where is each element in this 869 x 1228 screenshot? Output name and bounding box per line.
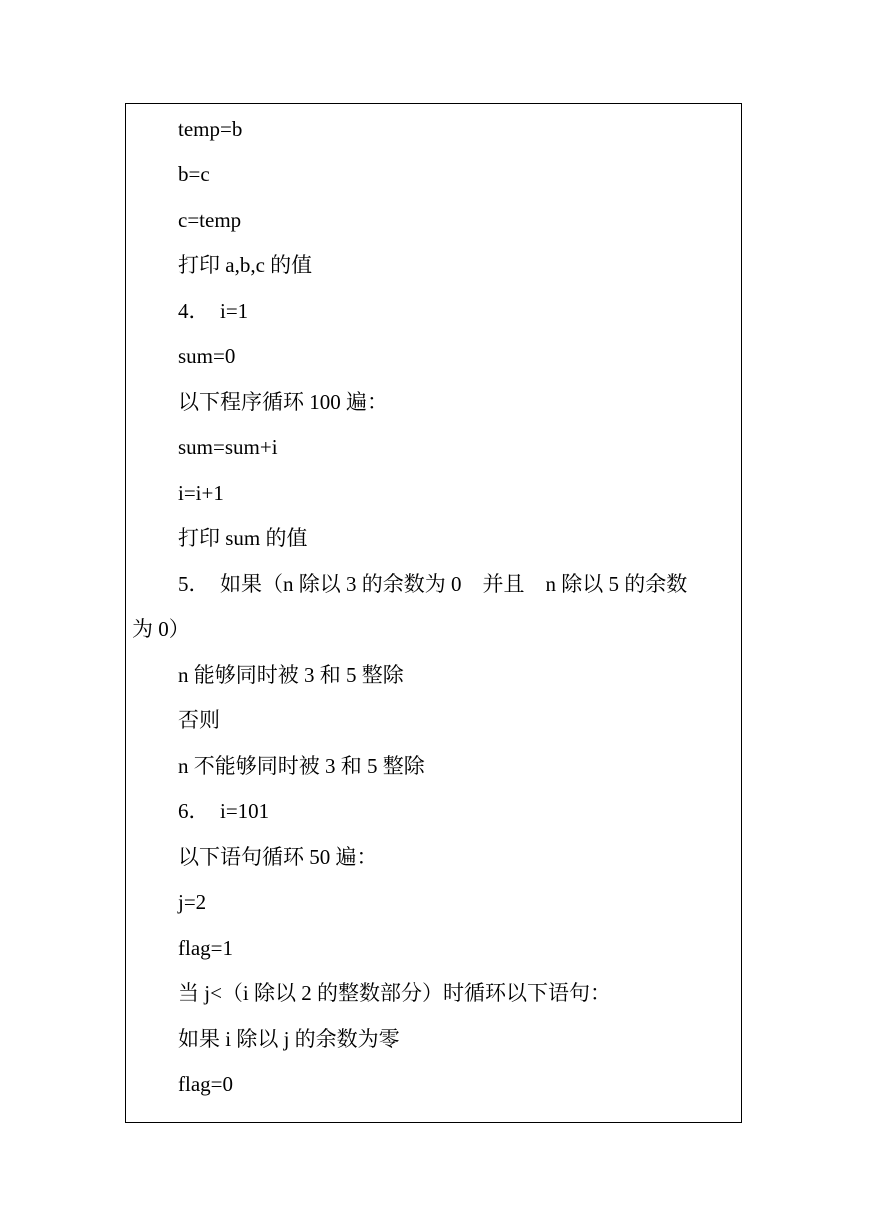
text-line: 当 j<（i 除以 2 的整数部分）时循环以下语句： xyxy=(178,981,612,1005)
text-line: 打印 sum 的值 xyxy=(178,526,308,550)
text-line: 否则 xyxy=(178,708,220,732)
text-line: 打印 a,b,c 的值 xyxy=(178,253,313,277)
text-line-continuation: 为 0） xyxy=(132,617,190,641)
text-line: i=i+1 xyxy=(178,481,224,505)
text-line: 如果 i 除以 j 的余数为零 xyxy=(178,1027,400,1051)
text-line: 6． i=101 xyxy=(178,799,270,823)
text-line: flag=0 xyxy=(178,1072,233,1096)
text-line: 5． 如果（n 除以 3 的余数为 0 并且 n 除以 5 的余数 xyxy=(178,572,688,596)
text-line: n 不能够同时被 3 和 5 整除 xyxy=(178,754,425,778)
text-line: c=temp xyxy=(178,208,242,232)
text-line: sum=sum+i xyxy=(178,435,278,459)
bordered-text-frame xyxy=(125,103,742,1123)
text-line: 以下语句循环 50 遍： xyxy=(178,845,378,869)
text-line: sum=0 xyxy=(178,344,236,368)
text-line: flag=1 xyxy=(178,936,233,960)
text-line: j=2 xyxy=(178,890,207,914)
text-line: 以下程序循环 100 遍： xyxy=(178,390,388,414)
text-line: b=c xyxy=(178,162,210,186)
text-line: 4． i=1 xyxy=(178,299,249,323)
text-line: temp=b xyxy=(178,117,243,141)
text-line: n 能够同时被 3 和 5 整除 xyxy=(178,663,404,687)
